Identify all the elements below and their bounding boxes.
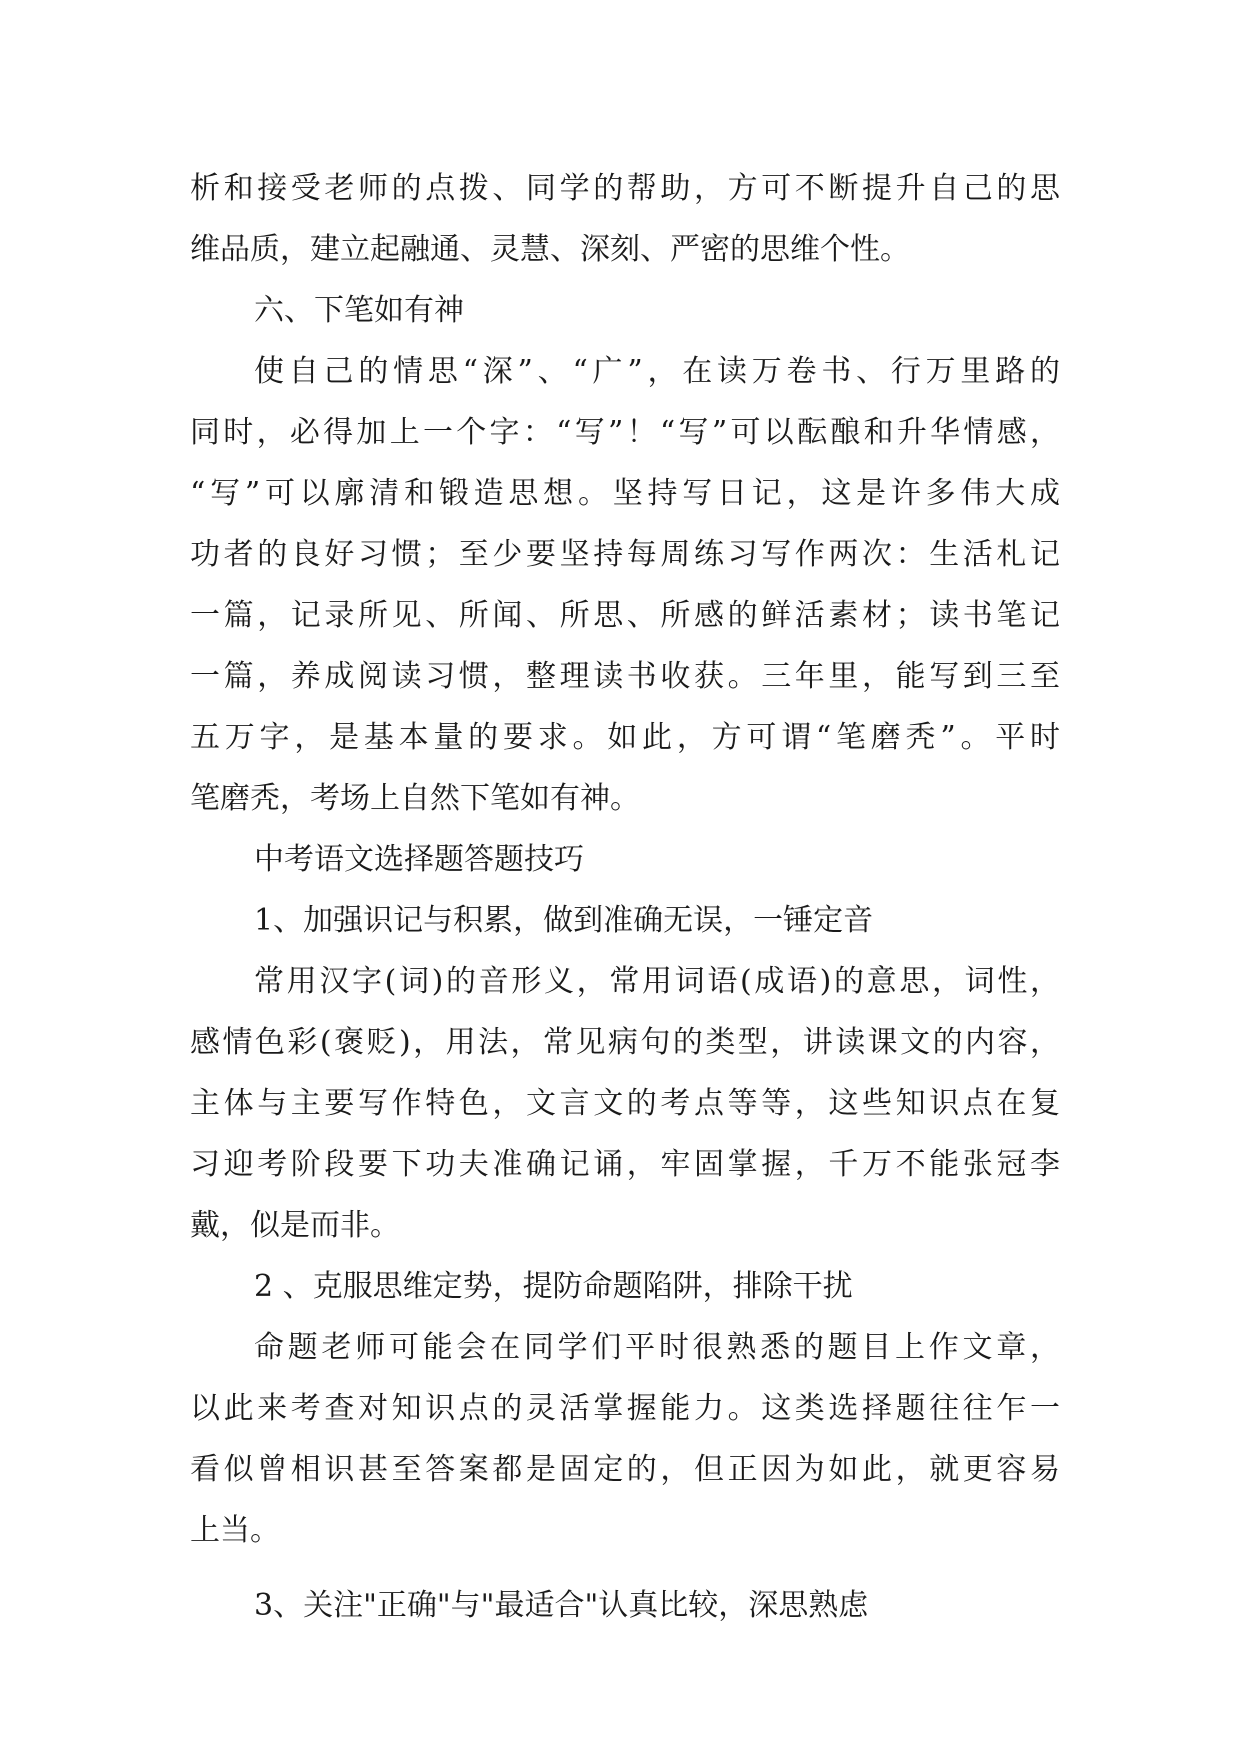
section-heading: 中考语文选择题答题技巧 bbox=[254, 842, 584, 877]
paragraph-line: 一篇，养成阅读习惯，整理读书收获。三年里，能写到三至 bbox=[190, 659, 1060, 694]
paragraph-line: 常用汉字(词)的音形义，常用词语(成语)的意思，词性， bbox=[254, 964, 1060, 999]
paragraph-line: 析和接受老师的点拨、同学的帮助，方可不断提升自己的思 bbox=[190, 171, 1060, 206]
subsection-heading: 3、关注"正确"与"最适合"认真比较，深思熟虑 bbox=[254, 1588, 869, 1623]
document-body bbox=[190, 158, 1060, 1636]
paragraph-line: 命题老师可能会在同学们平时很熟悉的题目上作文章， bbox=[254, 1330, 1060, 1365]
paragraph-line: 习迎考阶段要下功夫准确记诵，牢固掌握，千万不能张冠李 bbox=[190, 1147, 1060, 1182]
paragraph-line: 五万字，是基本量的要求。如此，方可谓“笔磨秃”。平时 bbox=[190, 720, 1060, 755]
paragraph-line: 看似曾相识甚至答案都是固定的，但正因为如此，就更容易 bbox=[190, 1452, 1060, 1487]
subsection-heading: 2 、克服思维定势，提防命题陷阱，排除干扰 bbox=[254, 1269, 853, 1304]
paragraph-line: 功者的良好习惯；至少要坚持每周练习写作两次：生活札记 bbox=[190, 537, 1060, 572]
paragraph-line: 一篇，记录所见、所闻、所思、所感的鲜活素材；读书笔记 bbox=[190, 598, 1060, 633]
paragraph-line: 上当。 bbox=[190, 1513, 280, 1548]
paragraph-line: 笔磨秃，考场上自然下笔如有神。 bbox=[190, 781, 640, 816]
section-heading: 六、下笔如有神 bbox=[254, 293, 464, 328]
paragraph-line: “写”可以廓清和锻造思想。坚持写日记，这是许多伟大成 bbox=[190, 476, 1060, 511]
paragraph-line: 同时，必得加上一个字：“写”！“写”可以酝酿和升华情感， bbox=[190, 415, 1060, 450]
paragraph-line: 主体与主要写作特色，文言文的考点等等，这些知识点在复 bbox=[190, 1086, 1060, 1121]
paragraph-line: 维品质，建立起融通、灵慧、深刻、严密的思维个性。 bbox=[190, 232, 910, 267]
paragraph-line: 感情色彩(褒贬)，用法，常见病句的类型，讲读课文的内容， bbox=[190, 1025, 1060, 1060]
subsection-heading: 1、加强识记与积累，做到准确无误，一锤定音 bbox=[254, 903, 874, 938]
paragraph-line: 以此来考查对知识点的灵活掌握能力。这类选择题往往乍一 bbox=[190, 1391, 1060, 1426]
paragraph-line: 使自己的情思“深”、“广”，在读万卷书、行万里路的 bbox=[254, 354, 1060, 389]
paragraph-line: 戴，似是而非。 bbox=[190, 1208, 400, 1243]
